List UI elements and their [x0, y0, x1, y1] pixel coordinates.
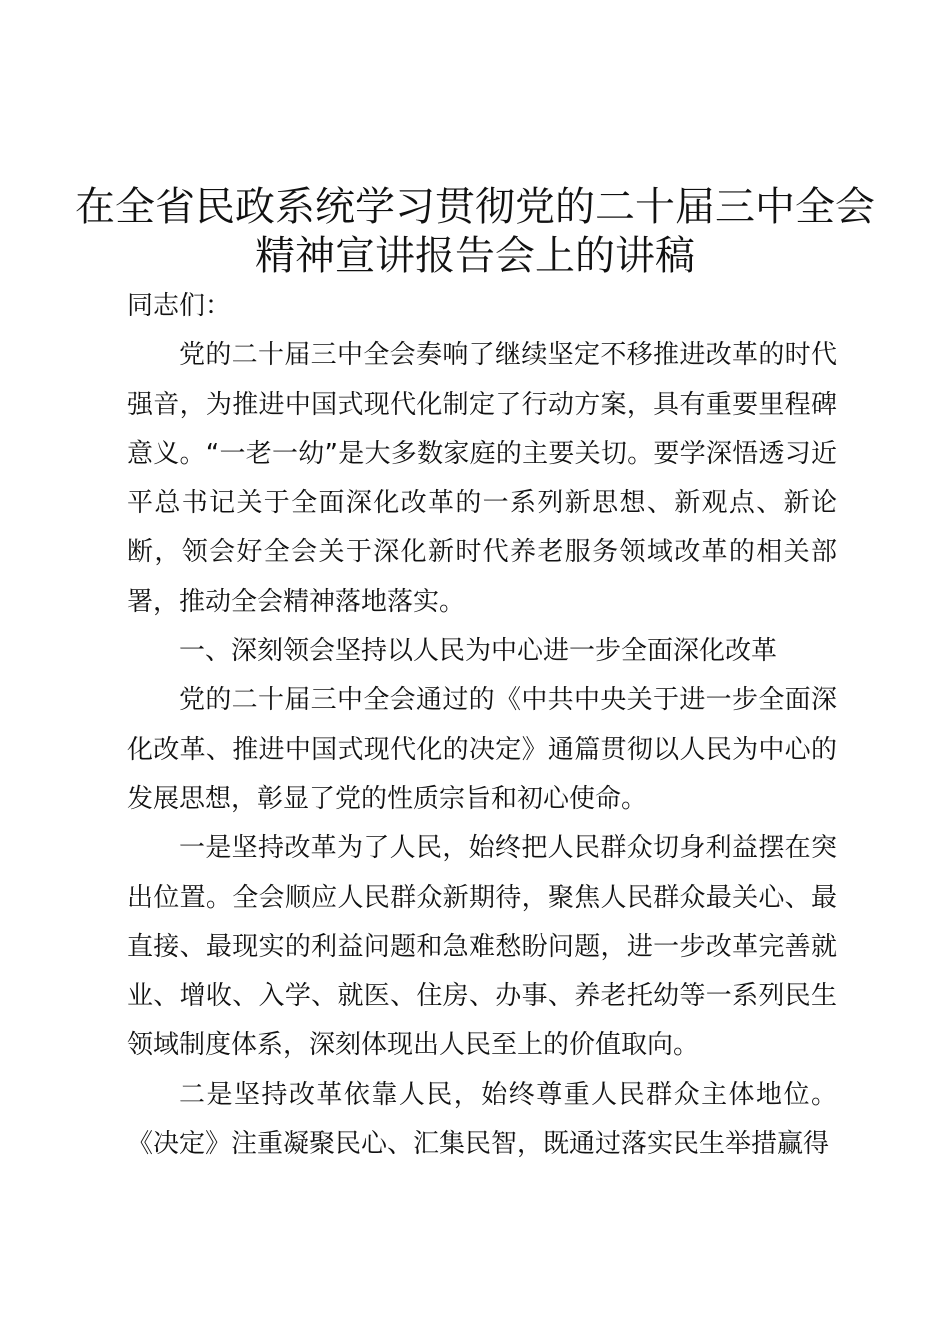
paragraph-intro: 党的二十届三中全会奏响了继续坚定不移推进改革的时代强音，为推进中国式现代化制定了行动方案，具有重要里程碑意义。“一老一幼”是大多数家庭的主要关切。要学深悟透习近平总书记关于全面深化改革的一系列新思想、新观点、新论断，领会好全会关于深化新时代养老服务领域改革的相关部署，推动全会精神落地落实。	[127, 340, 837, 617]
salutation: 同志们：	[127, 291, 232, 321]
document-title-line-2: 精神宣讲报告会上的讲稿	[255, 233, 695, 279]
document-title-line-1: 在全省民政系统学习贯彻党的二十届三中全会	[75, 184, 875, 230]
paragraph-point-2: 二是坚持改革依靠人民，始终尊重人民群众主体地位。《决定》注重凝聚民心、汇集民智，既通过落实民生举措赢得	[127, 1079, 837, 1160]
paragraph-point-1: 一是坚持改革为了人民，始终把人民群众切身利益摆在突出位置。全会顺应人民群众新期待，聚焦人民群众最关心、最直接、最现实的利益问题和急难愁盼问题，进一步改革完善就业、增收、入学、就医、住房、办事、养老托幼等一系列民生领域制度体系，深刻体现出人民至上的价值取向。	[127, 833, 837, 1061]
paragraph-decision: 党的二十届三中全会通过的《中共中央关于进一步全面深化改革、推进中国式现代化的决定》通篇贯彻以人民为中心的发展思想，彰显了党的性质宗旨和初心使命。	[127, 685, 837, 814]
section-heading-1: 一、深刻领会坚持以人民为中心进一步全面深化改革	[179, 636, 778, 667]
document-body	[127, 282, 837, 1169]
